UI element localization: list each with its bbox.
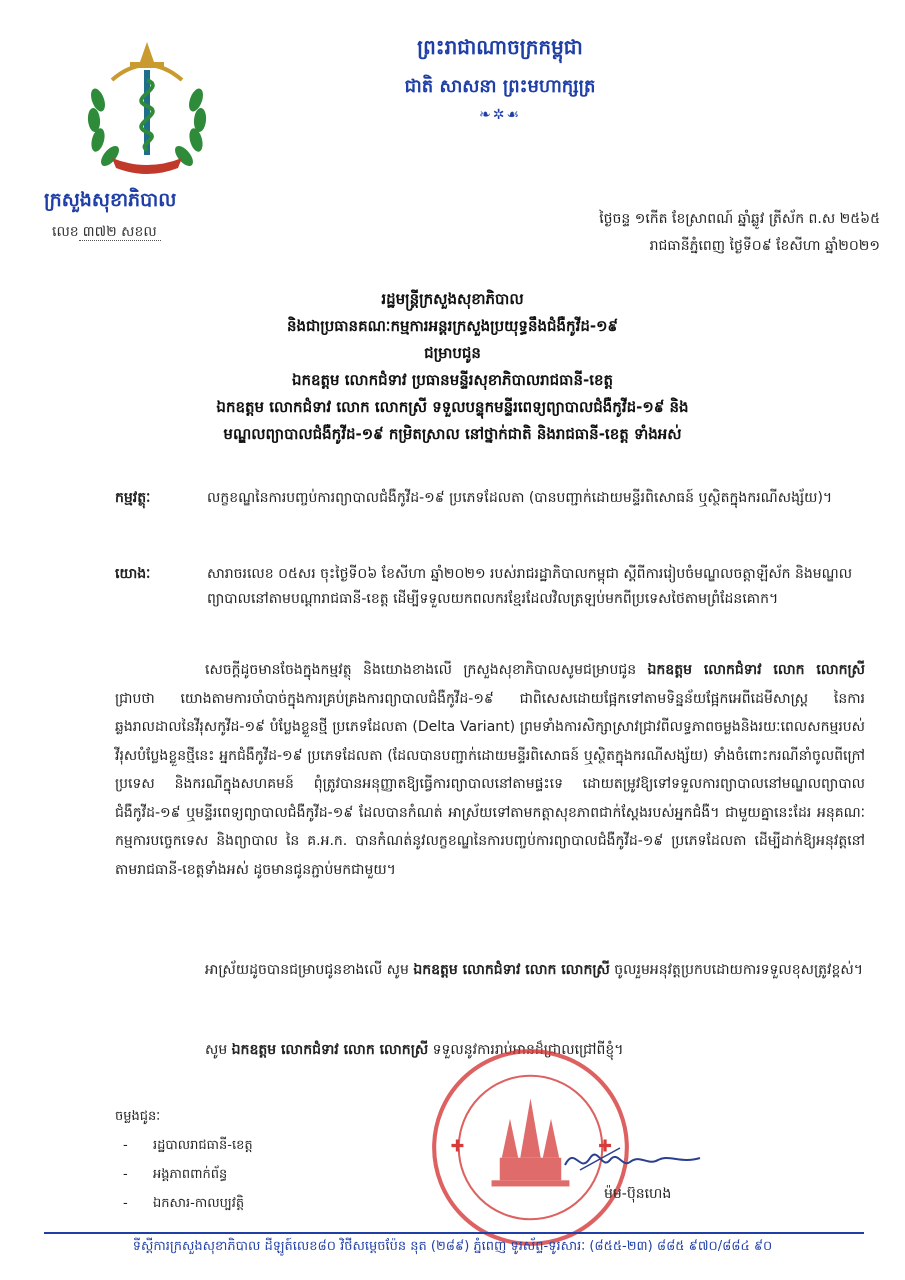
heading-line: ឯកឧត្តម លោកជំទាវ លោក លោកស្រី ទទួលបន្ទុកមន្ទីរពេទ្យព្យាបាលជំងឺកូវីដ-១៩ និង	[216, 398, 689, 416]
cc-item: - រដ្ឋបាលរាជធានី-ខេត្ត	[115, 1131, 375, 1160]
reference-label: យោងៈ	[115, 566, 151, 582]
handwritten-signature	[560, 1140, 710, 1180]
lunar-date: ថ្ងៃចន្ទ ១កើត ខែស្រាពណ៍ ឆ្នាំឆ្លូវ ត្រីស័ក ព.ស ២៥៦៥	[599, 211, 880, 227]
letter-heading	[40, 286, 865, 448]
p1-rest: ជ្រាបថា យោងតាមការចាំបាច់ក្នុងការគ្រប់គ្រងការព្យាបាលជំងឺកូវីដ-១៩ ជាពិសេសដោយផ្អែកទៅតាមទិន្នន័យផ្អែកអេពីដេមីសាស្ត្រ នៃការឆ្លងរាលដាលនៃវីរុសកូវីដ-១៩ បំប្លែងខ្លួនថ្មី ប្រភេទដែលតា (Delta Variant) ព្រមទាំងការសិក្សាស្រាវជ្រាវពីលទ្ធភាពចម្លងនិងរយៈពេលសកម្មរបស់វីរុសបំប្លែងខ្លួនថ្មីនេះ អ្នកជំងឺកូវីដ-១៩ ប្រភេទដែលតា (ដែលបានបញ្ជាក់ដោយមន្ទីរពិសោធន៍ ឬស្ថិតក្នុងករណីសង្ស័យ) ទាំងចំពោះករណីនាំចូលពីក្រៅប្រទេស និងករណីក្នុងសហគមន៍ ពុំត្រូវបានអនុញ្ញាតឱ្យធ្វើការព្យាបាលនៅតាមផ្ទះទេ ដោយតម្រូវឱ្យទៅទទួលការព្យាបាលនៅមណ្ឌលព្យាបាលជំងឺកូវីដ-១៩ ឬមន្ទីរពេទ្យព្យាបាលជំងឺកូវីដ-១៩ ដែលបានកំណត់ អាស្រ័យទៅតាមកត្តាសុខភាពជាក់ស្តែងរបស់អ្នកជំងឺ។ ជាមួយគ្នានេះដែរ អនុគណៈកម្មការបច្ចេកទេស និងព្យាបាល នៃ គ.អ.ក. បានកំណត់នូវលក្ខខណ្ឌនៃការបញ្ចប់ការព្យាបាលជំងឺកូវីដ-១៩ ប្រភេទដែលតា ដើម្បីដាក់ឱ្យអនុវត្តនៅតាមរាជធានី-ខេត្តទាំងអស់ ដូចមានជូនភ្ជាប់មកជាមួយ។	[115, 690, 865, 878]
p2-rest: ចូលរួមអនុវត្តប្រកបដោយការទទួលខុសត្រូវខ្ពស់។	[609, 962, 863, 978]
subject-label: កម្មវត្ថុៈ	[115, 490, 151, 506]
kingdom-motto	[300, 34, 700, 123]
heading-line: ជម្រាបជូន	[424, 344, 481, 362]
copy-to-list	[115, 1102, 375, 1218]
cc-item: - អង្គភាពពាក់ព័ន្ធ	[115, 1160, 375, 1189]
kingdom-title: ព្រះរាជាណាចក្រកម្ពុជា	[417, 35, 583, 59]
ornament: ❧✲☙	[478, 107, 521, 123]
gregorian-date: រាជធានីភ្នំពេញ ថ្ងៃទី០៩ ខែសីហា ឆ្នាំ២០២១	[649, 238, 880, 254]
ministry-emblem-logo	[82, 40, 212, 180]
svg-text:✚: ✚	[598, 1136, 612, 1156]
national-motto: ជាតិ សាសនា ព្រះមហាក្សត្រ	[404, 76, 596, 97]
footer-divider	[44, 1232, 864, 1234]
reference-text: សារាចរលេខ ០៥សរ ចុះថ្ងៃទី០៦ ខែសីហា ឆ្នាំ២០២១ របស់រាជរដ្ឋាភិបាលកម្ពុជា ស្តីពីការរៀបចំមណ្ឌលចត្តាឡីស័ក និងមណ្ឌលព្យាបាលនៅតាមបណ្តារាជធានី-ខេត្ត ដើម្បីទទួលយកពលករខ្មែរដែលវិលត្រឡប់មកពីប្រទេសថៃតាមព្រំដែនគោក។	[207, 566, 853, 607]
p2-start: អាស្រ័យដូចបានជម្រាបជូនខាងលើ សូម	[205, 962, 414, 978]
p2-bold: ឯកឧត្តម លោកជំទាវ លោក លោកស្រី	[413, 962, 610, 978]
reference-number	[52, 222, 272, 243]
footer-address: ទីស្តីការក្រសួងសុខាភិបាល ដីឡូត៍លេខ៨០ វិថីសម្តេចប៉ែន នុត (២៨៩) ភ្នំពេញ ទូរស័ព្ទ-ទូរសារៈ (៨៥៥-២៣) ៨៨៥ ៩៧០/៨៨៤ ៩០	[132, 1239, 773, 1254]
ref-number: ៣៧២ សខល	[79, 224, 161, 241]
p3-bold: ឯកឧត្តម លោកជំទាវ លោក លោកស្រី	[231, 1042, 429, 1058]
body-paragraph-2	[115, 956, 865, 985]
signer-name: ម៉ម-ប៊ុនហេង	[604, 1186, 672, 1202]
heading-line: និងជាប្រធានគណៈកម្មការអន្តរក្រសួងប្រយុទ្ធនឹងជំងឺកូវីដ-១៩	[286, 317, 619, 335]
p3-rest: ទទួលនូវការរាប់អានដ៏ជ្រាលជ្រៅពីខ្ញុំ។	[428, 1042, 624, 1058]
p3-start: សូម	[205, 1042, 232, 1058]
cc-item: - ឯកសារ-កាលប្បវត្តិ	[115, 1189, 375, 1218]
date-block	[380, 206, 880, 260]
heading-line: មណ្ឌលព្យាបាលជំងឺកូវីដ-១៩ កម្រិតស្រាល នៅថ្នាក់ជាតិ និងរាជធានី-ខេត្ត ទាំងអស់	[223, 425, 682, 443]
body-paragraph-1	[115, 656, 865, 884]
subject-field	[115, 486, 865, 511]
cc-title: ចម្លងជូនៈ	[115, 1109, 161, 1124]
p1-bold: ឯកឧត្តម លោកជំទាវ លោក លោកស្រី	[647, 662, 865, 678]
ministry-name: ក្រសួងសុខាភិបាល	[44, 189, 177, 211]
svg-text:✚: ✚	[450, 1136, 465, 1156]
ref-label: លេខ	[52, 224, 79, 240]
p1-start: សេចក្តីដូចមានចែងក្នុងកម្មវត្ថុ និងយោងខាងលើ ក្រសួងសុខាភិបាលសូមជម្រាបជូន	[205, 662, 648, 678]
heading-line: ឯកឧត្តម លោកជំទាវ ប្រធានមន្ទីរសុខាភិបាលរាជធានី-ខេត្ត	[291, 371, 614, 389]
reference-field	[115, 562, 865, 612]
subject-text: លក្ខខណ្ឌនៃការបញ្ចប់ការព្យាបាលជំងឺកូវីដ-១៩ ប្រភេទដែលតា (បានបញ្ជាក់ដោយមន្ទីរពិសោធន៍ ឬស្ថិតក្នុងករណីសង្ស័យ)។	[207, 490, 833, 506]
heading-line: រដ្ឋមន្ត្រីក្រសួងសុខាភិបាល	[381, 290, 524, 308]
